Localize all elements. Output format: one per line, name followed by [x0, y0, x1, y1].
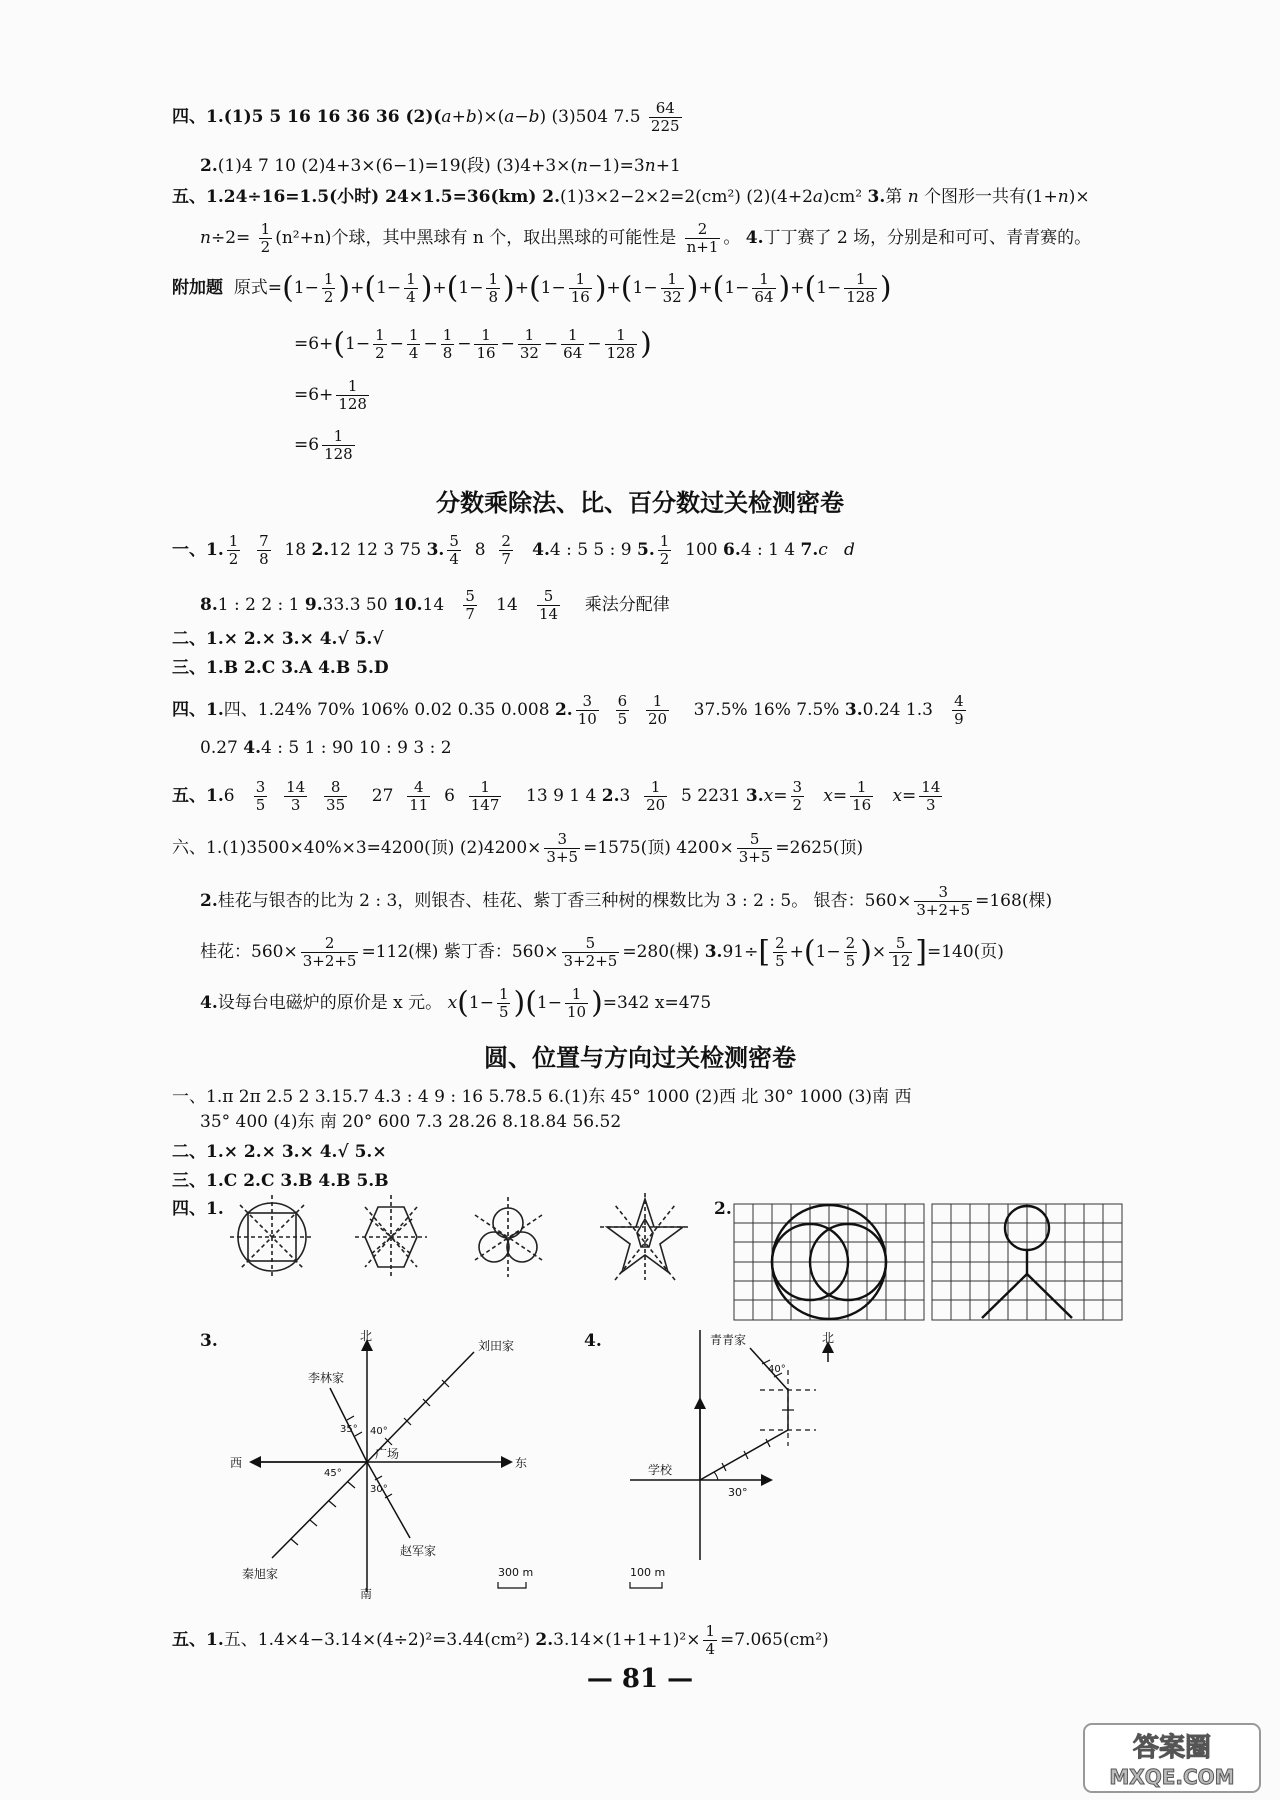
grid-left: [734, 1204, 924, 1320]
map3-angle-35: 35°: [340, 1424, 358, 1435]
fraction: $\frac{64}{225}$: [650, 99, 680, 135]
s3-line-1b: 35° 400 (4)东 南 20° 600 7.3 28.26 8.18.84 56.52: [200, 1112, 622, 1132]
s2-judge: 二、1.× 2.× 3.× 4.√ 5.√: [172, 629, 384, 649]
answer-line-5-2: n÷2= $\frac{1}{2}$ (n²+n)个球，其中黑球有 n 个，取出黑球的可能性是 $\frac{2}{n+1}$ 。 4.丁丁赛了 2 场，分别是和可可、青青赛的。: [200, 220, 1092, 256]
map3-east-label: 东: [515, 1456, 528, 1470]
direction-map-4: [610, 1330, 850, 1600]
s3-q4-label: 四、1.: [172, 1199, 224, 1219]
watermark-logo: [1082, 1722, 1262, 1794]
extra-question-line-4: =6 $\frac{1}{128}$: [294, 427, 353, 463]
s3-judge: 二、1.× 2.× 3.× 4.√ 5.×: [172, 1142, 387, 1162]
s2-line-6-4: 4.设每台电磁炉的原价是 x 元。 x(1− $\frac{1}{5}$ )(1− $\frac{1}{10}$ )=342 x=475: [200, 985, 712, 1021]
symmetry-figures: [220, 1185, 700, 1295]
map4-angle-arc: [714, 1472, 718, 1480]
s2-line-6-1: 六、1.(1)3500×40%×3=4200(顶) (2)4200× $\frac{3}{3+5}$ =1575(顶) 4200× $\frac{5}{3+5}$ =2625(顶): [172, 830, 864, 866]
s2-line-6-2: 2.桂花与银杏的比为 2 : 3，则银杏、桂花、紫丁香三种树的棵数比为 3 : 2 : 5。 银杏：560× $\frac{3}{3+2+5}$ =168(棵): [200, 883, 1053, 919]
answer-line-4-2: 2.(1)4 7 10 (2)4+3×(6−1)=19(段) (3)4+3×(n−1)=3n+1: [200, 156, 681, 176]
map3-zhaojun-label: 赵军家: [400, 1544, 437, 1558]
map3-liutian-label: 刘田家: [478, 1339, 515, 1353]
page-number: — 81 —: [586, 1664, 694, 1694]
s3-choice: 三、1.C 2.C 3.B 4.B 5.B: [172, 1171, 389, 1191]
s2-line-4: 四、1.四、1.24% 70% 106% 0.02 0.35 0.008 2. $\frac{3}{10}$ $\frac{6}{5}$ $\frac{1}{20}$ 37.5% 16% 7.5% 3.0.24 1.3 $\frac{4}{9}$: [172, 692, 964, 728]
map3-angle-40: 40°: [370, 1426, 388, 1437]
s3-q4-3-label: 3.: [200, 1331, 218, 1351]
extra-question-line-2: =6+(1− $\frac{1}{2}$ − $\frac{1}{4}$ − $\frac{1}{8}$ − $\frac{1}{16}$ − $\frac{1}{32}$ − $\frac{1}{64}$ − $\frac{1}{128}$ ): [294, 326, 652, 362]
map3-guangchang-label: 广场: [375, 1447, 400, 1461]
map3-qinxu-label: 秦旭家: [242, 1567, 279, 1581]
s2-choice: 三、1.B 2.C 3.A 4.B 5.D: [172, 658, 389, 678]
map3-south-label: 南: [360, 1587, 373, 1600]
map4-qingqing-label: 青青家: [710, 1333, 747, 1347]
extra-question-line-1: 附加题 原式=(1− $\frac{1}{2}$ )+(1− $\frac{1}{4}$ )+(1− $\frac{1}{8}$ )+(1− $\frac{1}{16}$ )+(1− $\frac{1}{32}$ )+(1− $\frac{1}{64}$ )+(1− $\frac{1}{128}$ ): [172, 270, 892, 306]
s2-line-1: 一、1. $\frac{1}{2}$ $\frac{7}{8}$ 18 2.12 12 3 75 3. $\frac{5}{4}$ 8 $\frac{2}{7}$ 4.4 : 5 5 : 9 5. $\frac{1}{2}$ 100 6.4 : 1 4 7.c d: [172, 532, 855, 568]
section-title-circles: 圆、位置与方向过关检测密卷: [484, 1044, 796, 1072]
s3-line-5: 五、1.五、1.4×4−3.14×(4÷2)²=3.44(cm²) 2.3.14×(1+1+1)²× $\frac{1}{4}$ =7.065(cm²): [172, 1622, 829, 1658]
answer-line-5-1: 五、1.24÷16=1.5(小时) 24×1.5=36(km) 2.(1)3×2−2×2=2(cm²) (2)(4+2a)cm² 3.第 n 个图形一共有(1+n)×: [172, 187, 1090, 207]
s3-q4-2-label: 2.: [714, 1199, 732, 1219]
map4-angle-40: 40°: [768, 1364, 786, 1375]
s3-q4-4-label: 4.: [584, 1331, 602, 1351]
map3-lilin-label: 李林家: [308, 1371, 345, 1385]
s2-line-2: 8.1 : 2 2 : 1 9.33.3 50 10.14 $\frac{5}{7}$ 14 $\frac{5}{14}$ 乘法分配律: [200, 587, 670, 623]
direction-map-3: [220, 1330, 550, 1600]
watermark-bottom-text: MXQE.COM: [1109, 1765, 1235, 1789]
map3-scale-bar: [498, 1582, 526, 1588]
s2-line-5: 五、1.6 $\frac{3}{5}$ $\frac{14}{3}$ $\frac{8}{35}$ 27 $\frac{4}{11}$ 6 $\frac{1}{147}$ 13 9 1 4 2.3 $\frac{1}{20}$ 5 2231 3.x= $\frac{3}{2}$ x= $\frac{1}{16}$ x= $\frac{14}{3}$: [172, 778, 941, 814]
hexagon-figure: [355, 1195, 427, 1279]
map3-west-label: 西: [230, 1456, 243, 1470]
map4-scale-bar: [630, 1582, 662, 1588]
grid-figures: [732, 1202, 1192, 1322]
map4-scale-label: 100 m: [630, 1566, 666, 1579]
map4-school-label: 学校: [648, 1463, 673, 1477]
map4-angle-30: 30°: [728, 1486, 748, 1499]
watermark-top-text: 答案圈: [1132, 1733, 1212, 1763]
s2-line-4b: 0.27 4.4 : 5 1 : 90 10 : 9 3 : 2: [200, 738, 452, 758]
three-circles-figure: [475, 1197, 542, 1277]
map3-angle-30: 30°: [370, 1484, 388, 1495]
s3-line-1: 一、1.π 2π 2.5 2 3.15.7 4.3 : 4 9 : 16 5.78.5 6.(1)东 45° 1000 (2)西 北 30° 1000 (3)南 西: [172, 1087, 912, 1107]
answer-line-4-1: 四、1.(1)5 5 16 16 36 36 (2)(a+b)×(a−b) (3)504 7.5 $\frac{64}{225}$: [172, 99, 680, 135]
map4-north-label: 北: [822, 1331, 835, 1345]
map3-scale-label: 300 m: [498, 1566, 534, 1579]
s2-line-6-3: 桂花：560× $\frac{2}{3+2+5}$ =112(棵) 紫丁香：560× $\frac{5}{3+2+5}$ =280(棵) 3.91÷[ $\frac{2}{5}$ +(1− $\frac{2}{5}$ )× $\frac{5}{12}$ ]=140(页): [200, 934, 1004, 970]
square-in-circle-figure: [230, 1195, 314, 1279]
map3-angle-45: 45°: [324, 1468, 342, 1479]
map3-north-label: 北: [360, 1330, 373, 1343]
extra-question-line-3: =6+ $\frac{1}{128}$: [294, 377, 367, 413]
star-figure: [600, 1193, 690, 1280]
section-title-fractions: 分数乘除法、比、百分数过关检测密卷: [436, 489, 844, 517]
